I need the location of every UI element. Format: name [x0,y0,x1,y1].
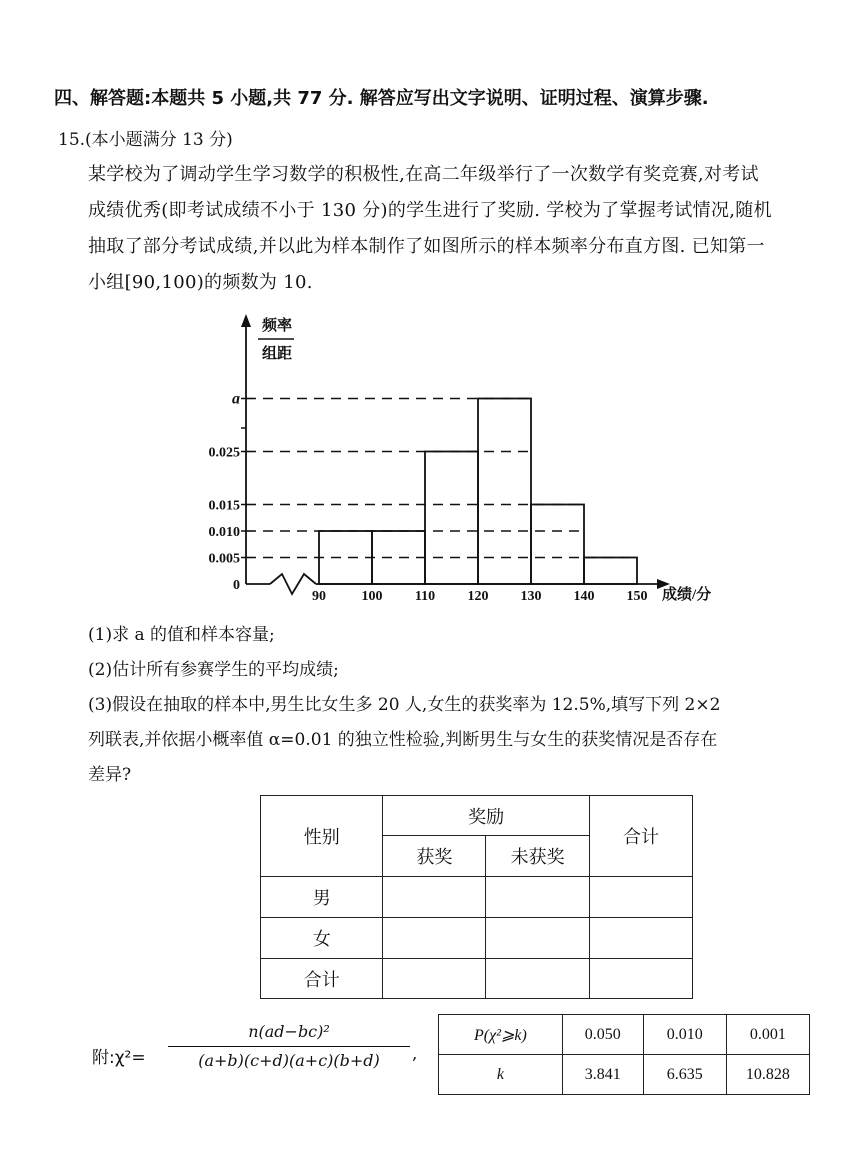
axis-break [270,574,316,594]
contingency-table [260,795,693,999]
y-tick-label: a [232,390,240,408]
stem-line-3: 抽取了部分考试成绩,并以此为样本制作了如图所示的样本频率分布直方图. 已知第一 [88,236,765,257]
sub-question-3-line-2: 列联表,并依据小概率值 α=0.01 的独立性检验,判断男生与女生的获奖情况是否存在 [88,730,718,750]
formula-prefix: 附:χ²= [92,1048,146,1068]
k-row-label: k [439,1055,563,1095]
k-value-2: 6.635 [643,1055,726,1095]
y-axis-arrow [241,314,251,327]
cell-male-won [383,877,486,918]
sub-question-3-line-3: 差异? [88,765,132,785]
x-axis-label: 成绩/分 [662,587,712,603]
row-label-total: 合计 [261,959,383,999]
histogram-axes [241,314,670,594]
k-value-3: 10.828 [726,1055,809,1095]
formula-suffix: , [412,1044,418,1064]
cell-female-not-won [486,918,590,959]
histogram-bar [425,452,478,585]
y-label-top: 频率 [262,318,293,334]
row-label-female: 女 [261,918,383,959]
x-tick-label: 120 [467,589,489,604]
cell-total-not-won [486,959,590,999]
p-value-1: 0.050 [562,1015,643,1055]
row-label-male: 男 [261,877,383,918]
frequency-histogram [0,300,867,610]
x-tick-label: 90 [312,589,326,604]
histogram-bar [531,505,584,585]
x-tick-label: 100 [361,589,383,604]
header-not-won: 未获奖 [486,836,590,877]
y-tick-label: 0.010 [208,525,240,540]
histogram-bars [319,399,637,585]
formula-fraction-bar [168,1046,410,1047]
x-tick-label: 130 [520,589,542,604]
x-tick-labels [312,589,648,604]
formula-denominator: (a+b)(c+d)(a+c)(b+d) [198,1051,380,1070]
question-number: 15.(本小题满分 13 分) [58,130,233,150]
section-heading: 四、解答题:本题共 5 小题,共 77 分. 解答应写出文字说明、证明过程、演算步骤. [54,88,709,109]
sub-question-1: (1)求 a 的值和样本容量; [88,625,275,645]
cell-male-not-won [486,877,590,918]
cell-female-total [589,918,692,959]
y-tick-label: 0.025 [208,445,240,461]
histogram-bar [584,558,637,585]
header-total: 合计 [589,796,692,877]
y-label-bottom: 组距 [262,346,293,362]
sub-question-3-line-1: (3)假设在抽取的样本中,男生比女生多 20 人,女生的获奖率为 12.5%,填写下列 2×2 [88,695,721,715]
y-tick-label: 0.005 [208,551,240,567]
p-row-label: P(χ²⩾k) [439,1015,563,1055]
header-gender: 性别 [261,796,383,877]
x-tick-label: 140 [573,589,595,604]
x-tick-label: 110 [414,589,436,604]
stem-line-4: 小组[90,100)的频数为 10. [88,272,313,293]
cell-grand-total [589,959,692,999]
y-tick-label: 0.015 [208,498,240,514]
p-value-2: 0.010 [643,1015,726,1055]
cell-total-won [383,959,486,999]
stem-line-2: 成绩优秀(即考试成绩不小于 130 分)的学生进行了奖励. 学校为了掌握考试情况,随机 [88,200,772,221]
y-tick-label: 0 [233,578,240,593]
stem-line-1: 某学校为了调动学生学习数学的积极性,在高二年级举行了一次数学有奖竞赛,对考试 [88,164,759,185]
x-tick-label: 150 [626,589,648,604]
dashed-guides [241,399,637,558]
header-award: 奖励 [383,796,590,836]
cell-female-won [383,918,486,959]
histogram-bar [319,531,372,584]
y-tick-labels [209,391,241,594]
k-value-1: 3.841 [562,1055,643,1095]
p-value-3: 0.001 [726,1015,809,1055]
cell-male-total [589,877,692,918]
histogram-bar [478,399,531,585]
header-won: 获奖 [383,836,486,877]
sub-question-2: (2)估计所有参赛学生的平均成绩; [88,660,339,680]
formula-numerator: n(ad−bc)² [248,1022,330,1041]
critical-value-table [438,1014,810,1095]
